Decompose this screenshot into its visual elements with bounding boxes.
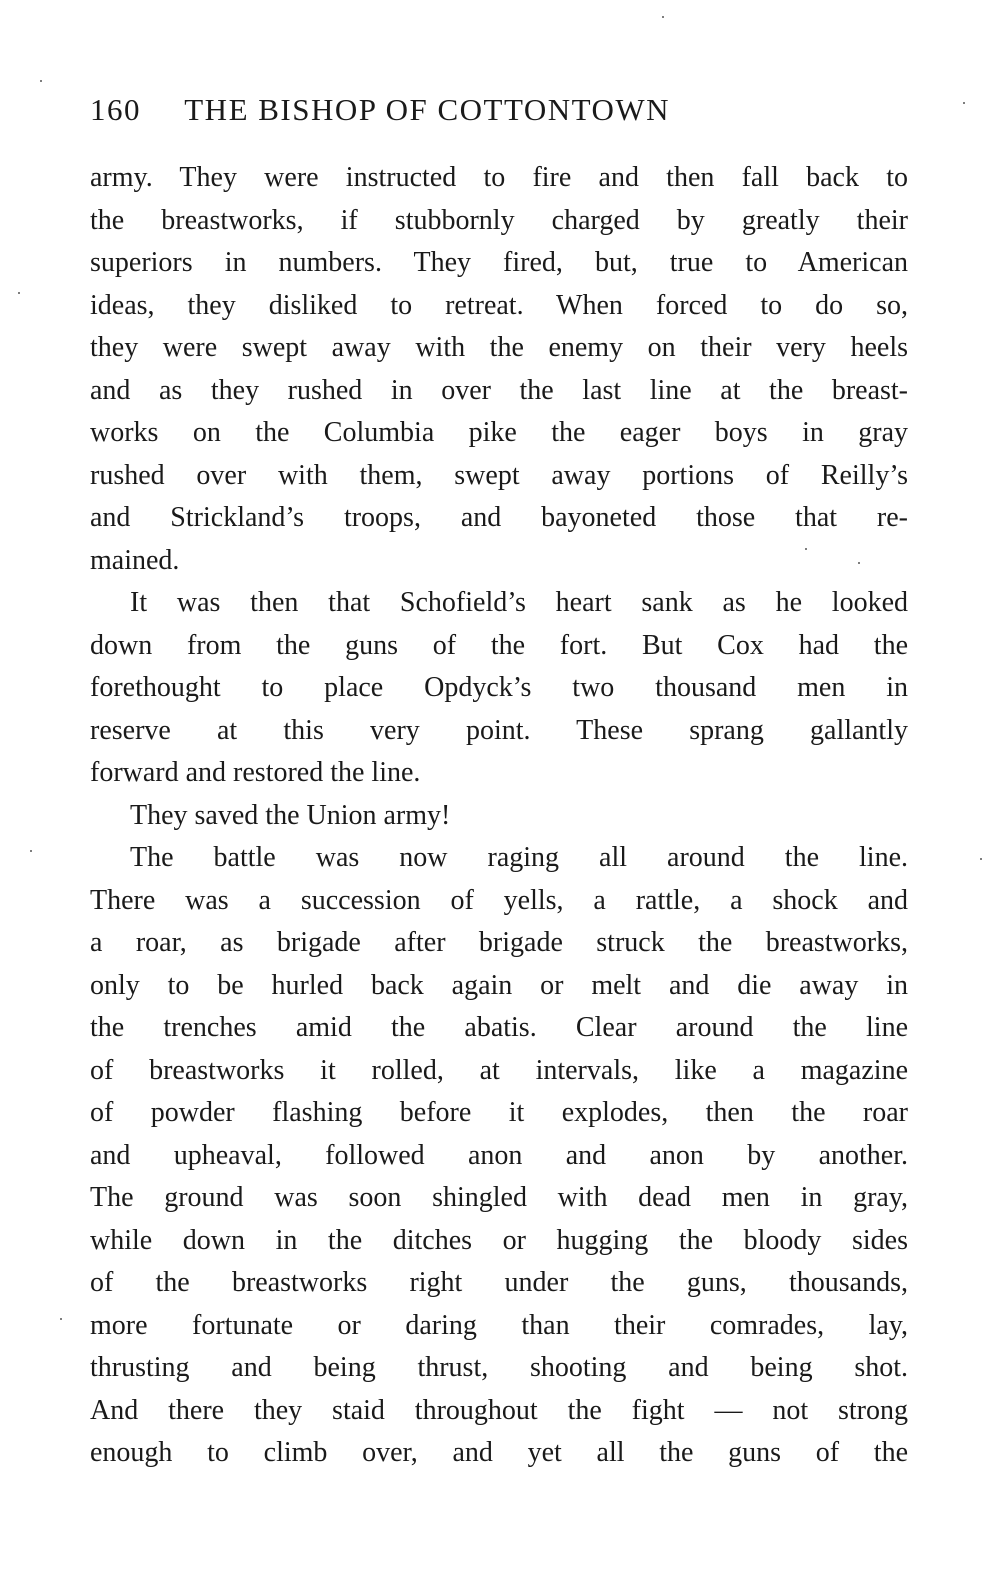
text-line: and upheaval, followed anon and anon by another.	[90, 1139, 908, 1171]
text-line: The battle was now raging all around the line.	[130, 842, 908, 873]
book-title: THE BISHOP OF COTTONTOWN	[184, 92, 671, 127]
running-head	[90, 92, 910, 136]
page-number: 160	[90, 92, 141, 127]
scan-speck	[980, 858, 982, 860]
text-line: ideas, they disliked to retreat. When forced to do so,	[90, 289, 908, 321]
scan-speck	[60, 1318, 62, 1320]
body-text	[90, 157, 908, 1475]
text-line: while down in the ditches or hugging the bloody sides	[90, 1224, 908, 1256]
text-line: It was then that Schofield’s heart sank as he looked	[130, 587, 908, 618]
text-line: a roar, as brigade after brigade struck the breastworks,	[90, 927, 908, 958]
scan-speck	[963, 102, 965, 104]
text-line: mained.	[90, 544, 180, 576]
text-line: superiors in numbers. They fired, but, true to American	[90, 247, 908, 278]
text-line: of the breastworks right under the guns, thousands,	[90, 1267, 908, 1298]
scan-speck	[30, 850, 32, 852]
text-line: thrusting and being thrust, shooting and being shot.	[90, 1352, 908, 1383]
text-line: of powder flashing before it explodes, then the roar	[90, 1097, 908, 1128]
text-line: reserve at this very point. These sprang gallantly	[90, 714, 908, 746]
text-line: they were swept away with the enemy on their very heels	[90, 332, 908, 363]
text-line: works on the Columbia pike the eager boys in gray	[90, 417, 908, 448]
text-line: of breastworks it rolled, at intervals, like a magazine	[90, 1054, 908, 1086]
text-line: And there they staid throughout the fight — not strong	[90, 1394, 908, 1426]
text-line: the breastworks, if stubbornly charged by greatly their	[90, 204, 908, 236]
scan-speck	[662, 16, 664, 18]
text-line: forethought to place Opdyck’s two thousand men in	[90, 672, 908, 703]
scan-speck	[858, 562, 860, 564]
text-line: forward and restored the line.	[90, 757, 421, 788]
text-line: more fortunate or daring than their comrades, lay,	[90, 1309, 908, 1341]
text-line: army. They were instructed to fire and then fall back to	[90, 162, 908, 193]
text-line: The ground was soon shingled with dead men in gray,	[90, 1182, 908, 1213]
text-line: down from the guns of the fort. But Cox had the	[90, 629, 908, 661]
scan-speck	[40, 80, 42, 82]
text-line: rushed over with them, swept away portions of Reilly’s	[90, 459, 908, 491]
text-line: There was a succession of yells, a rattle, a shock and	[90, 884, 908, 916]
text-line: and as they rushed in over the last line at the breast-	[90, 374, 908, 406]
scan-speck	[18, 292, 20, 294]
text-line: the trenches amid the abatis. Clear around the line	[90, 1012, 908, 1043]
text-line: only to be hurled back again or melt and die away in	[90, 969, 908, 1001]
text-line: enough to climb over, and yet all the guns of the	[90, 1437, 908, 1468]
text-line: and Strickland’s troops, and bayoneted those that re-	[90, 502, 908, 533]
text-line: They saved the Union army!	[130, 799, 451, 831]
scan-speck	[805, 548, 807, 550]
